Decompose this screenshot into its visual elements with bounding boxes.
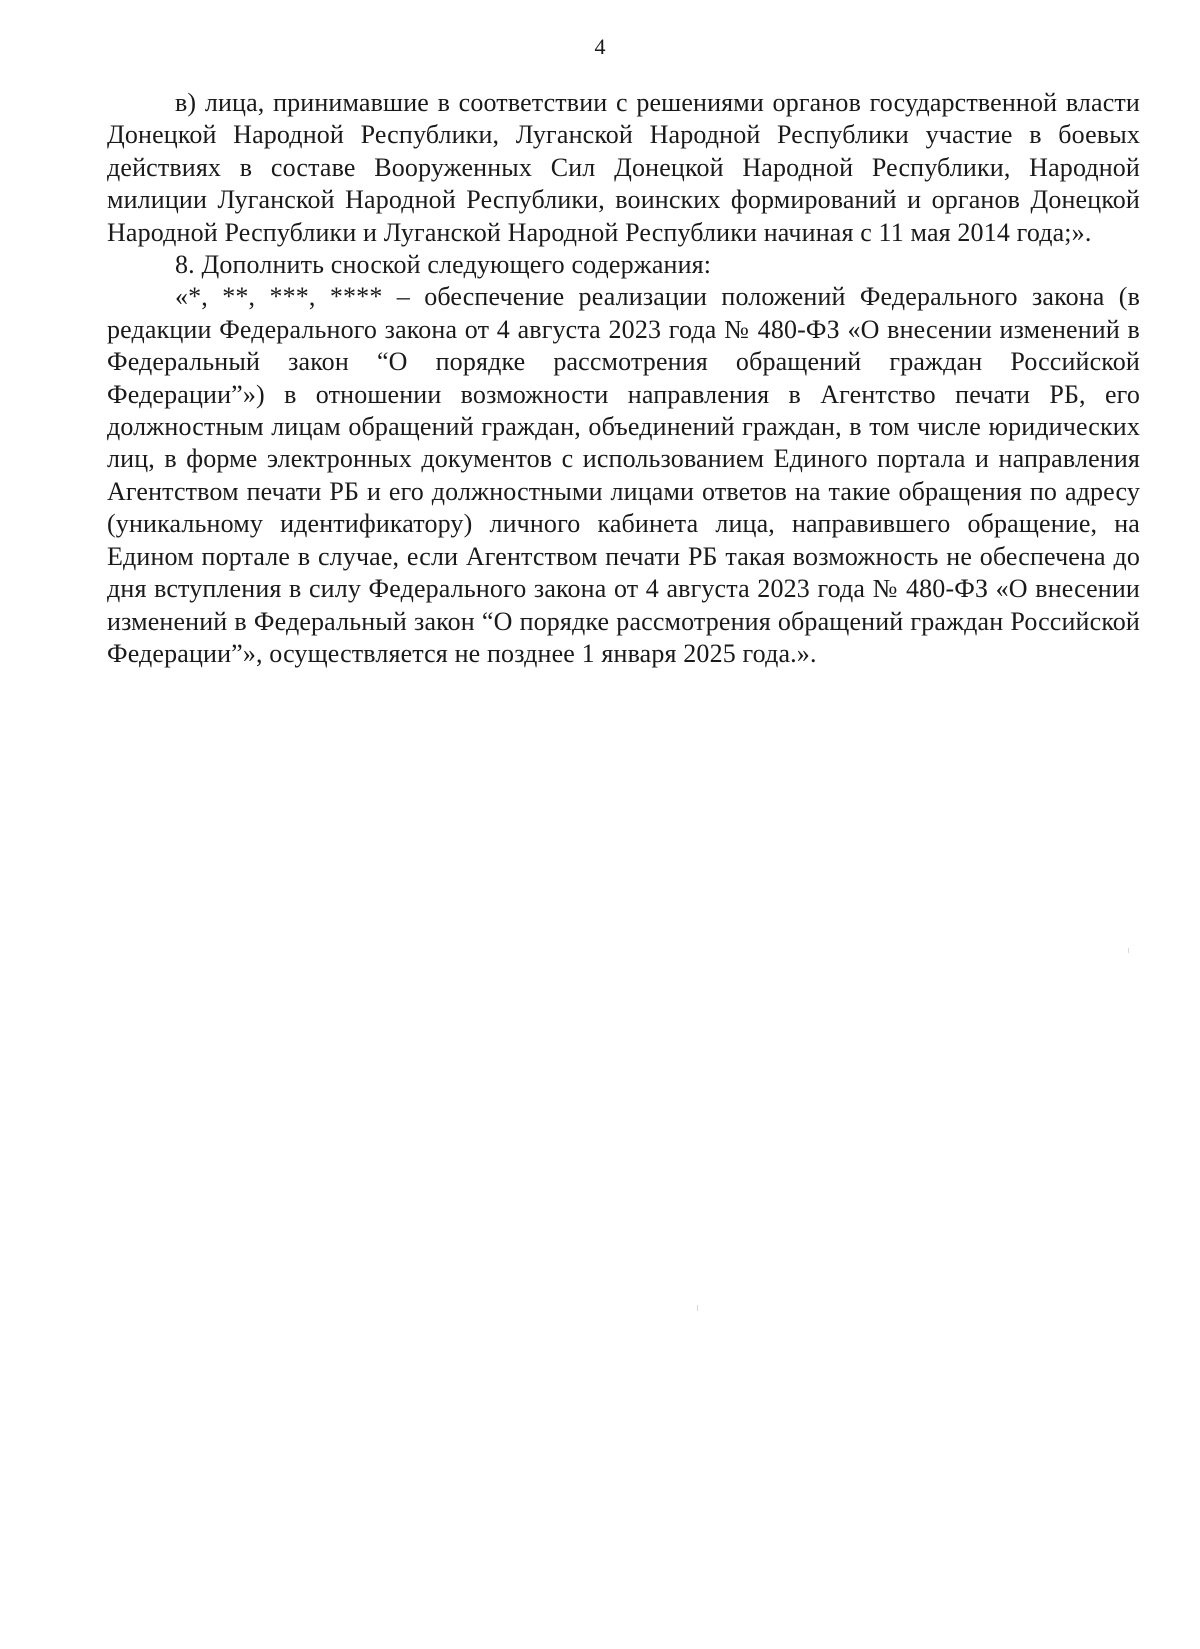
page-number: 4: [594, 34, 606, 59]
document-body: [107, 87, 1140, 670]
paragraph-footnote: «*, **, ***, **** – обеспечение реализации положений Федерального закона (в редакции Федерального закона от 4 августа 2023 года № 480-ФЗ «О внесении изменений в Федеральный закон “О порядке рассмотрения обращений граждан Российской Федерации”») в отношении возможности направления в Агентство печати РБ, его должностным лицам обращений граждан, объединений граждан, в том числе юридических лиц, в форме электронных документов с использованием Единого портала и направления Агентством печати РБ и его должностными лицами ответов на такие обращения по адресу (уникальному идентификатору) личного кабинета лица, направившего обращение, на Едином портале в случае, если Агентством печати РБ такая возможность не обеспечена до дня вступления в силу Федерального закона от 4 августа 2023 года № 480-ФЗ «О внесении изменений в Федеральный закон “О порядке рассмотрения обращений граждан Российской Федерации”», осуществляется не позднее 1 января 2025 года.».: [107, 282, 1140, 668]
scan-artifact-mark: [697, 1305, 698, 1311]
paragraph-subitem-v: в) лица, принимавшие в соответствии с решениями органов государственной власти Донецкой Народной Республики, Луганской Народной Республики участие в боевых действиях в составе Вооруженных Сил Донецкой Народной Республики, Народной милиции Луганской Народной Республики, воинских формирований и органов Донецкой Народной Республики и Луганской Народной Республики начиная с 11 мая 2014 года;».: [107, 88, 1140, 247]
scan-artifact-mark: [1128, 948, 1129, 953]
paragraph-item-8: 8. Дополнить сноской следующего содержания:: [175, 250, 712, 280]
